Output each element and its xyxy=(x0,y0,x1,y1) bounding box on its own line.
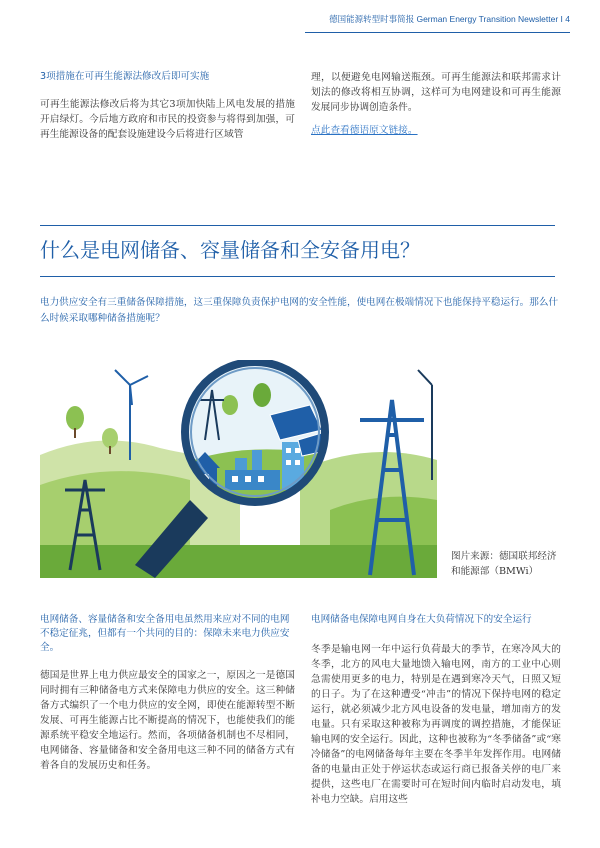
page-title: 什么是电网储备、容量储备和全安备用电？ xyxy=(40,238,420,262)
section1-paragraph-right: 理，以便避免电网输送瓶颈。可再生能源法和联邦需求计划法的修改将相互协调，这样可为电网建设和可再生能源发展同步协调创造条件。 xyxy=(311,72,561,113)
right-column-heading: 电网储备电保障电网自身在大负荷情况下的安全运行 xyxy=(311,614,532,625)
intro-text: 电力供应安全有三重储备保障措施，这三重保障负责保护电网的安全性能，使电网在极端情况下也能保持平稳运行。那么什么时候采取哪种储备措施呢？ xyxy=(40,297,559,324)
image-caption: 图片来源：德国联邦经济和能源部（BMWi） xyxy=(451,551,557,577)
left-column-body: 德国是世界上电力供应最安全的国家之一，原因之一是德国同时拥有三种储备电方式来保障电力供应的安全。这三种储备方式编织了一个电力供应的安全网，即使在能源转型不断发展、可再生能源占比不断提高的情况下，也能使我们的能源系统平稳安全地运行。然而，各项储备机制也不尽相同，电网储备、容量储备和安全备用电这三种不同的储备方式有着各自的发展历史和任务。 xyxy=(40,670,295,771)
grid-illustration xyxy=(40,360,437,578)
title-rule-top xyxy=(40,225,555,226)
header-divider xyxy=(305,32,570,33)
right-column-body: 冬季是输电网一年中运行负荷最大的季节，在寒冷风大的冬季，北方的风电大量地馈入输电网，南方的工业中心则急需使用更多的电力，特别是在遇到寒冷天气，日照又短的日子。为了在这种遭受“冲击”的情况下保持电网的稳定运行，就必须减少北方风电设备的发电量，增加南方的发电量。只有采取这种被称为再调度的调控措施，才能保证输电网的安全运行。因此，这种也被称为“冬季储备”或“寒冷储备”的电网储备每年主要在冬季半年发挥作用。电网储备的电量由正处于停运状态或运行商已报备关停的电厂来提供，这些电厂在需要时可在短时间内临时启动发电，填补电力空缺。启用这些 xyxy=(311,644,561,805)
original-text-link[interactable]: 点此查看德语原文链接。 xyxy=(311,125,418,136)
section-heading-measures: 3项措施在可再生能源法修改后即可实施 xyxy=(40,71,210,82)
section1-paragraph-left: 可再生能源法修改后将为其它3项加快陆上风电发展的措施开启绿灯。今后地方政府和市民的投资参与将得到加强，可再生能源设备的配套设施建设今后将进行区域管 xyxy=(40,99,295,140)
title-rule-bottom xyxy=(40,276,555,277)
newsletter-header: 德国能源转型时事简报 German Energy Transition Newsletter I 4 xyxy=(329,14,570,24)
left-column-heading: 电网储备、容量储备和安全备用电虽然用来应对不同的电网不稳定征兆，但都有一个共同的目的：保障未来电力供应安全。 xyxy=(40,614,290,653)
